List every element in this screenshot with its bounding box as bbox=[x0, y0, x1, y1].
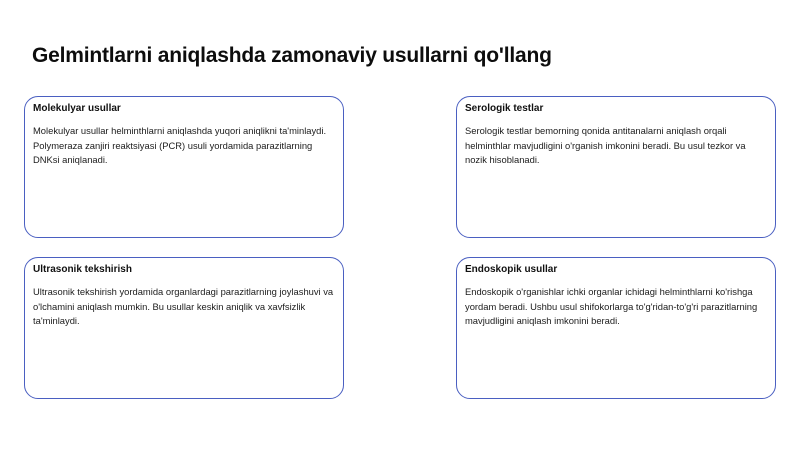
card-ultrasonic-examination bbox=[24, 257, 344, 399]
slide-title: Gelmintlarni aniqlashda zamonaviy usullarni qo'llang bbox=[32, 44, 552, 67]
card-endoscopic-methods bbox=[456, 257, 776, 399]
card-text: Ultrasonik tekshirish yordamida organlardagi parazitlarning joylashuvi va o'lchamini aniqlash mumkin. Bu usullar keskin aniqlik va xavfsizlik ta'minlaydi. bbox=[33, 286, 334, 327]
card-title: Serologik testlar bbox=[465, 103, 544, 114]
card-title: Ultrasonik tekshirish bbox=[33, 264, 132, 275]
card-title: Molekulyar usullar bbox=[33, 103, 121, 114]
card-serologic-tests bbox=[456, 96, 776, 238]
card-text: Endoskopik o'rganishlar ichki organlar ichidagi helminthlarni ko'rishga yordam beradi. Ushbu usul shifokorlarga to'g'ridan-to'g'ri parazitlarning mavjudligini aniqlash imkonini beradi. bbox=[465, 286, 758, 327]
card-text: Molekulyar usullar helminthlarni aniqlashda yuqori aniqlikni ta'minlaydi. Polymeraza zanjiri reaktsiyasi (PCR) usuli yordamida parazitlarning DNKsi aniqlanadi. bbox=[33, 125, 327, 166]
card-text: Serologik testlar bemorning qonida antitanalarni aniqlash orqali helminthlar mavjudligini o'rganish imkonini beradi. Bu usul tezkor va nozik hisoblanadi. bbox=[465, 125, 746, 166]
card-molecular-methods bbox=[24, 96, 344, 238]
card-title: Endoskopik usullar bbox=[465, 264, 558, 275]
